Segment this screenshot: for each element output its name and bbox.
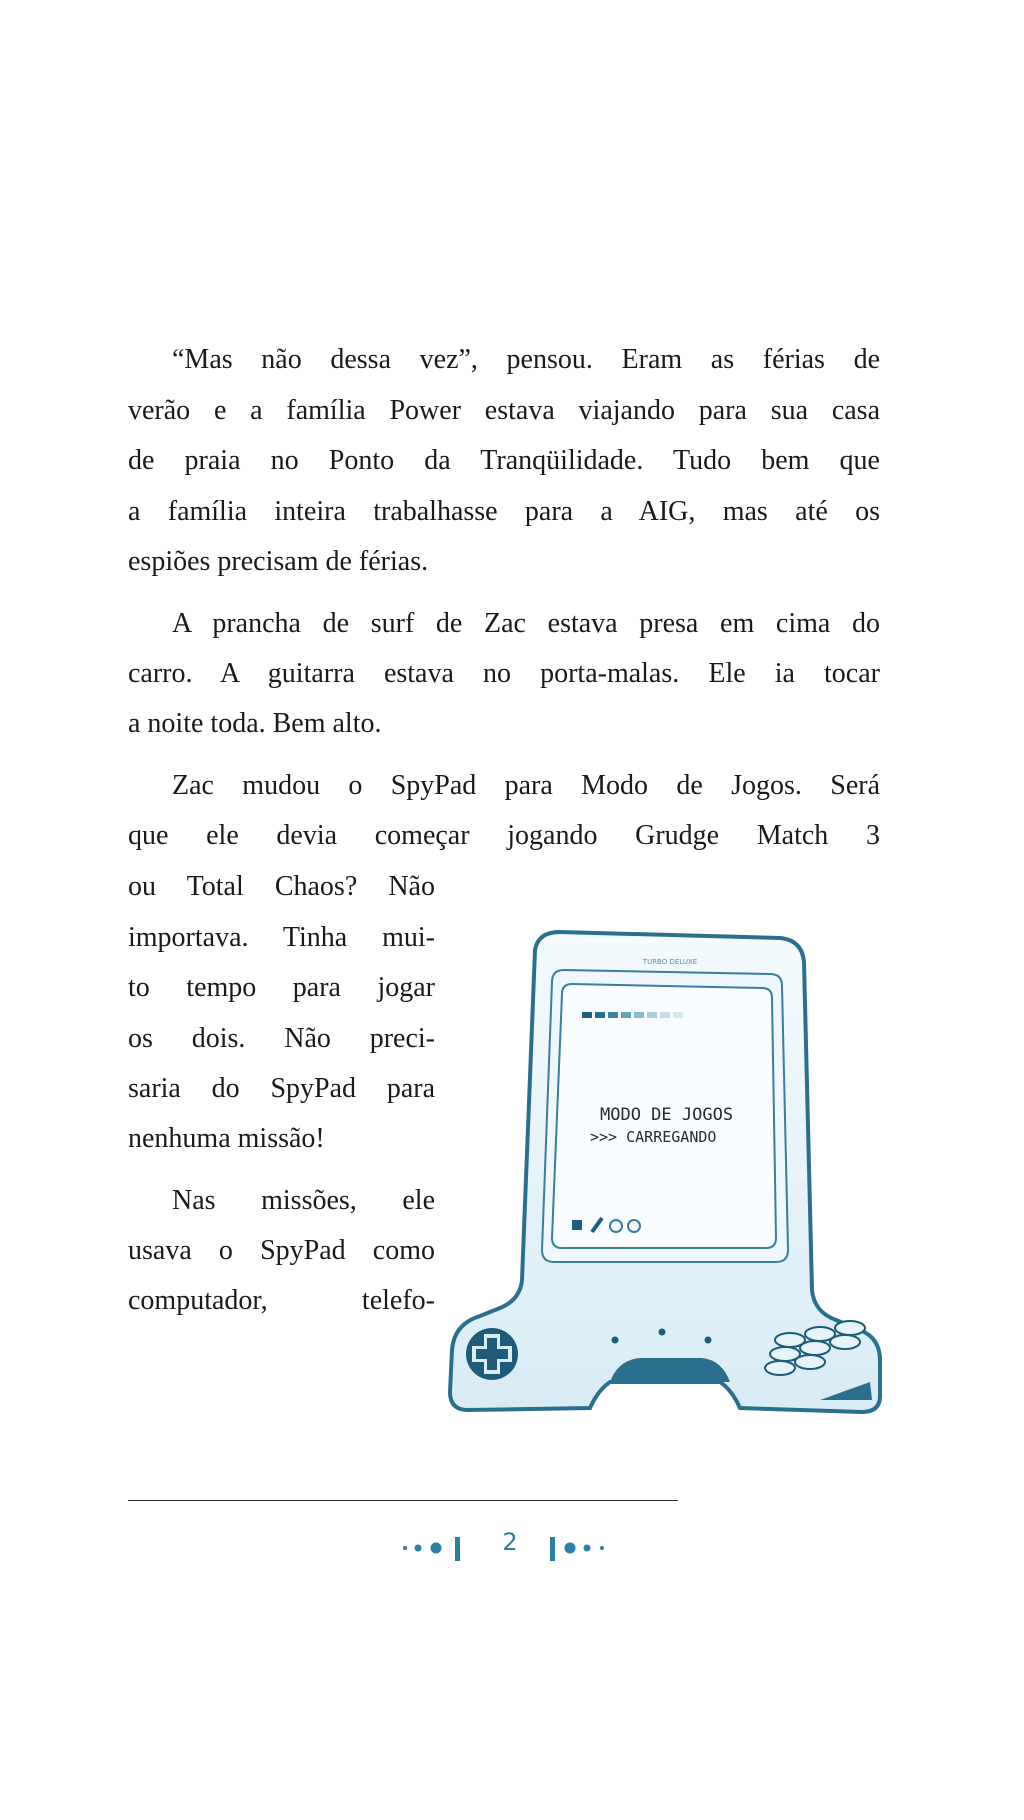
page-number: 2 [502,1528,518,1556]
text-line: que ele devia começar jogando Grudge Match 3 [128,820,880,851]
text-line: usava o SpyPad como [128,1235,435,1266]
text-line: A prancha de surf de Zac estava presa em cima do [172,608,880,639]
text-line: “Mas não dessa vez”, pensou. Eram as férias de [172,344,880,375]
text-line: Zac mudou o SpyPad para Modo de Jogos. Será [172,770,880,801]
text-line: verão e a família Power estava viajando para sua casa [128,395,880,426]
screen-line-1: MODO DE JOGOS [600,1105,734,1125]
brand-logo-text: TURBO DELUXE [642,958,698,966]
dpad-icon [466,1328,518,1380]
page-number-ornament [380,1526,640,1566]
text-line: a noite toda. Bem alto. [128,708,382,739]
text-line: os dois. Não preci- [128,1023,435,1054]
text-line: to tempo para jogar [128,972,435,1003]
text-line: de praia no Ponto da Tranqüilidade. Tudo bem que [128,445,880,476]
text-line: importava. Tinha mui- [128,922,435,953]
text-line: carro. A guitarra estava no porta-malas. Ele ia tocar [128,658,880,689]
spypad-illustration [440,920,890,1430]
text-line: saria do SpyPad para [128,1073,435,1104]
text-line: nenhuma missão! [128,1123,325,1154]
text-line: espiões precisam de férias. [128,546,429,577]
screen-line-2: >>> CARREGANDO [590,1128,717,1146]
text-line: computador, telefo- [128,1285,435,1316]
text-line: Nas missões, ele [172,1185,435,1216]
footer-rule [128,1500,678,1501]
text-line: a família inteira trabalhasse para a AIG, mas até os [128,496,880,527]
text-line: ou Total Chaos? Não [128,871,435,902]
